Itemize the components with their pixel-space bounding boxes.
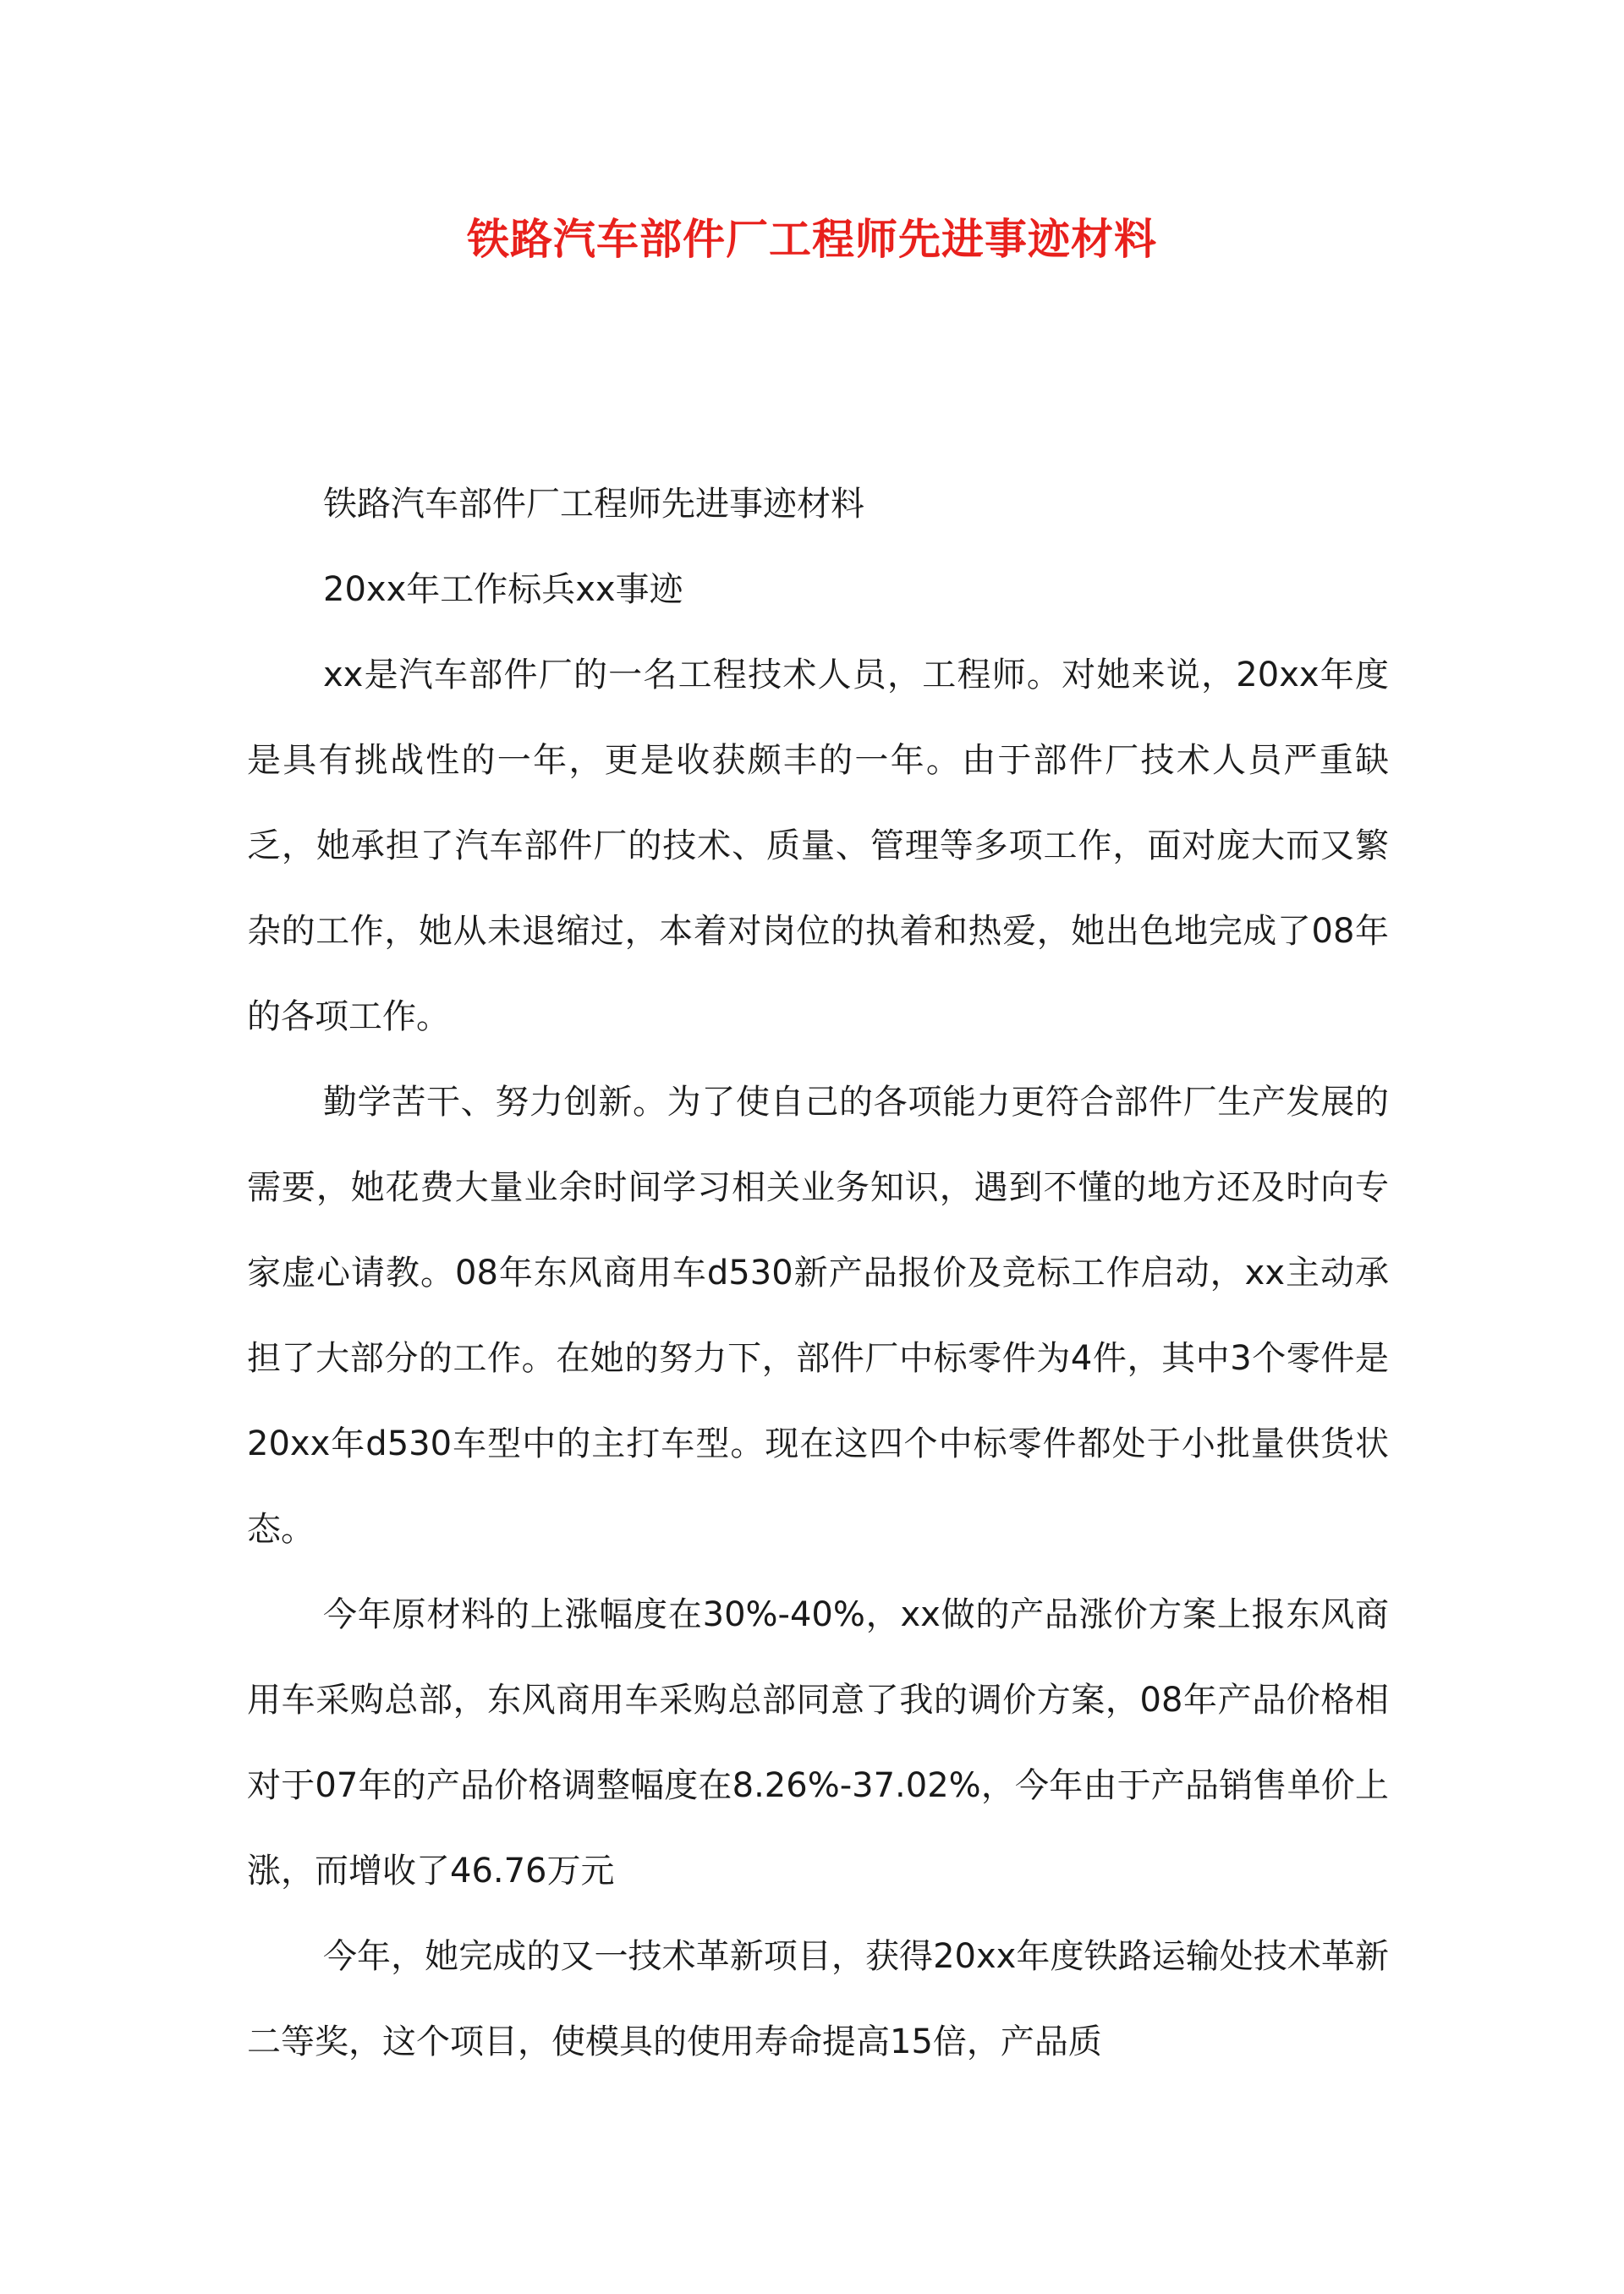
paragraph-study: 勤学苦干、努力创新。为了使自己的各项能力更符合部件厂生产发展的需要，她花费大量业余时间学习相关业务知识，遇到不懂的地方还及时向专家虚心请教。08年东风商用车d530新产品报价及竞标工作启动，xx主动承担了大部分的工作。在她的努力下，部件厂中标零件为4件，其中3个零件是20xx年d530车型中的主打车型。现在这四个中标零件都处于小批量供货状态。	[247, 1083, 1389, 1549]
paragraph-intro: xx是汽车部件厂的一名工程技术人员，工程师。对她来说，20xx年度是具有挑战性的一年，更是收获颇丰的一年。由于部件厂技术人员严重缺乏，她承担了汽车部件厂的技术、质量、管理等多项工作，面对庞大而又繁杂的工作，她从未退缩过，本着对岗位的执着和热爱，她出色地完成了08年的各项工作。	[247, 656, 1389, 1036]
paragraph-pricing: 今年原材料的上涨幅度在30%-40%，xx做的产品涨价方案上报东风商用车采购总部，东风商用车采购总部同意了我的调价方案，08年产品价格相对于07年的产品价格调整幅度在8.26%-37.02%，今年由于产品销售单价上涨，而增收了46.76万元	[247, 1595, 1389, 1891]
document-title: 铁路汽车部件厂工程师先进事迹材料	[467, 214, 1157, 264]
paragraph-subtitle: 铁路汽车部件厂工程师先进事迹材料	[323, 485, 864, 524]
document-body	[247, 462, 1389, 2085]
paragraph-innovation: 今年，她完成的又一技术革新项目，获得20xx年度铁路运输处技术革新二等奖，这个项目，使模具的使用寿命提高15倍，产品质	[247, 1937, 1389, 2061]
paragraph-heading: 20xx年工作标兵xx事迹	[323, 570, 683, 609]
